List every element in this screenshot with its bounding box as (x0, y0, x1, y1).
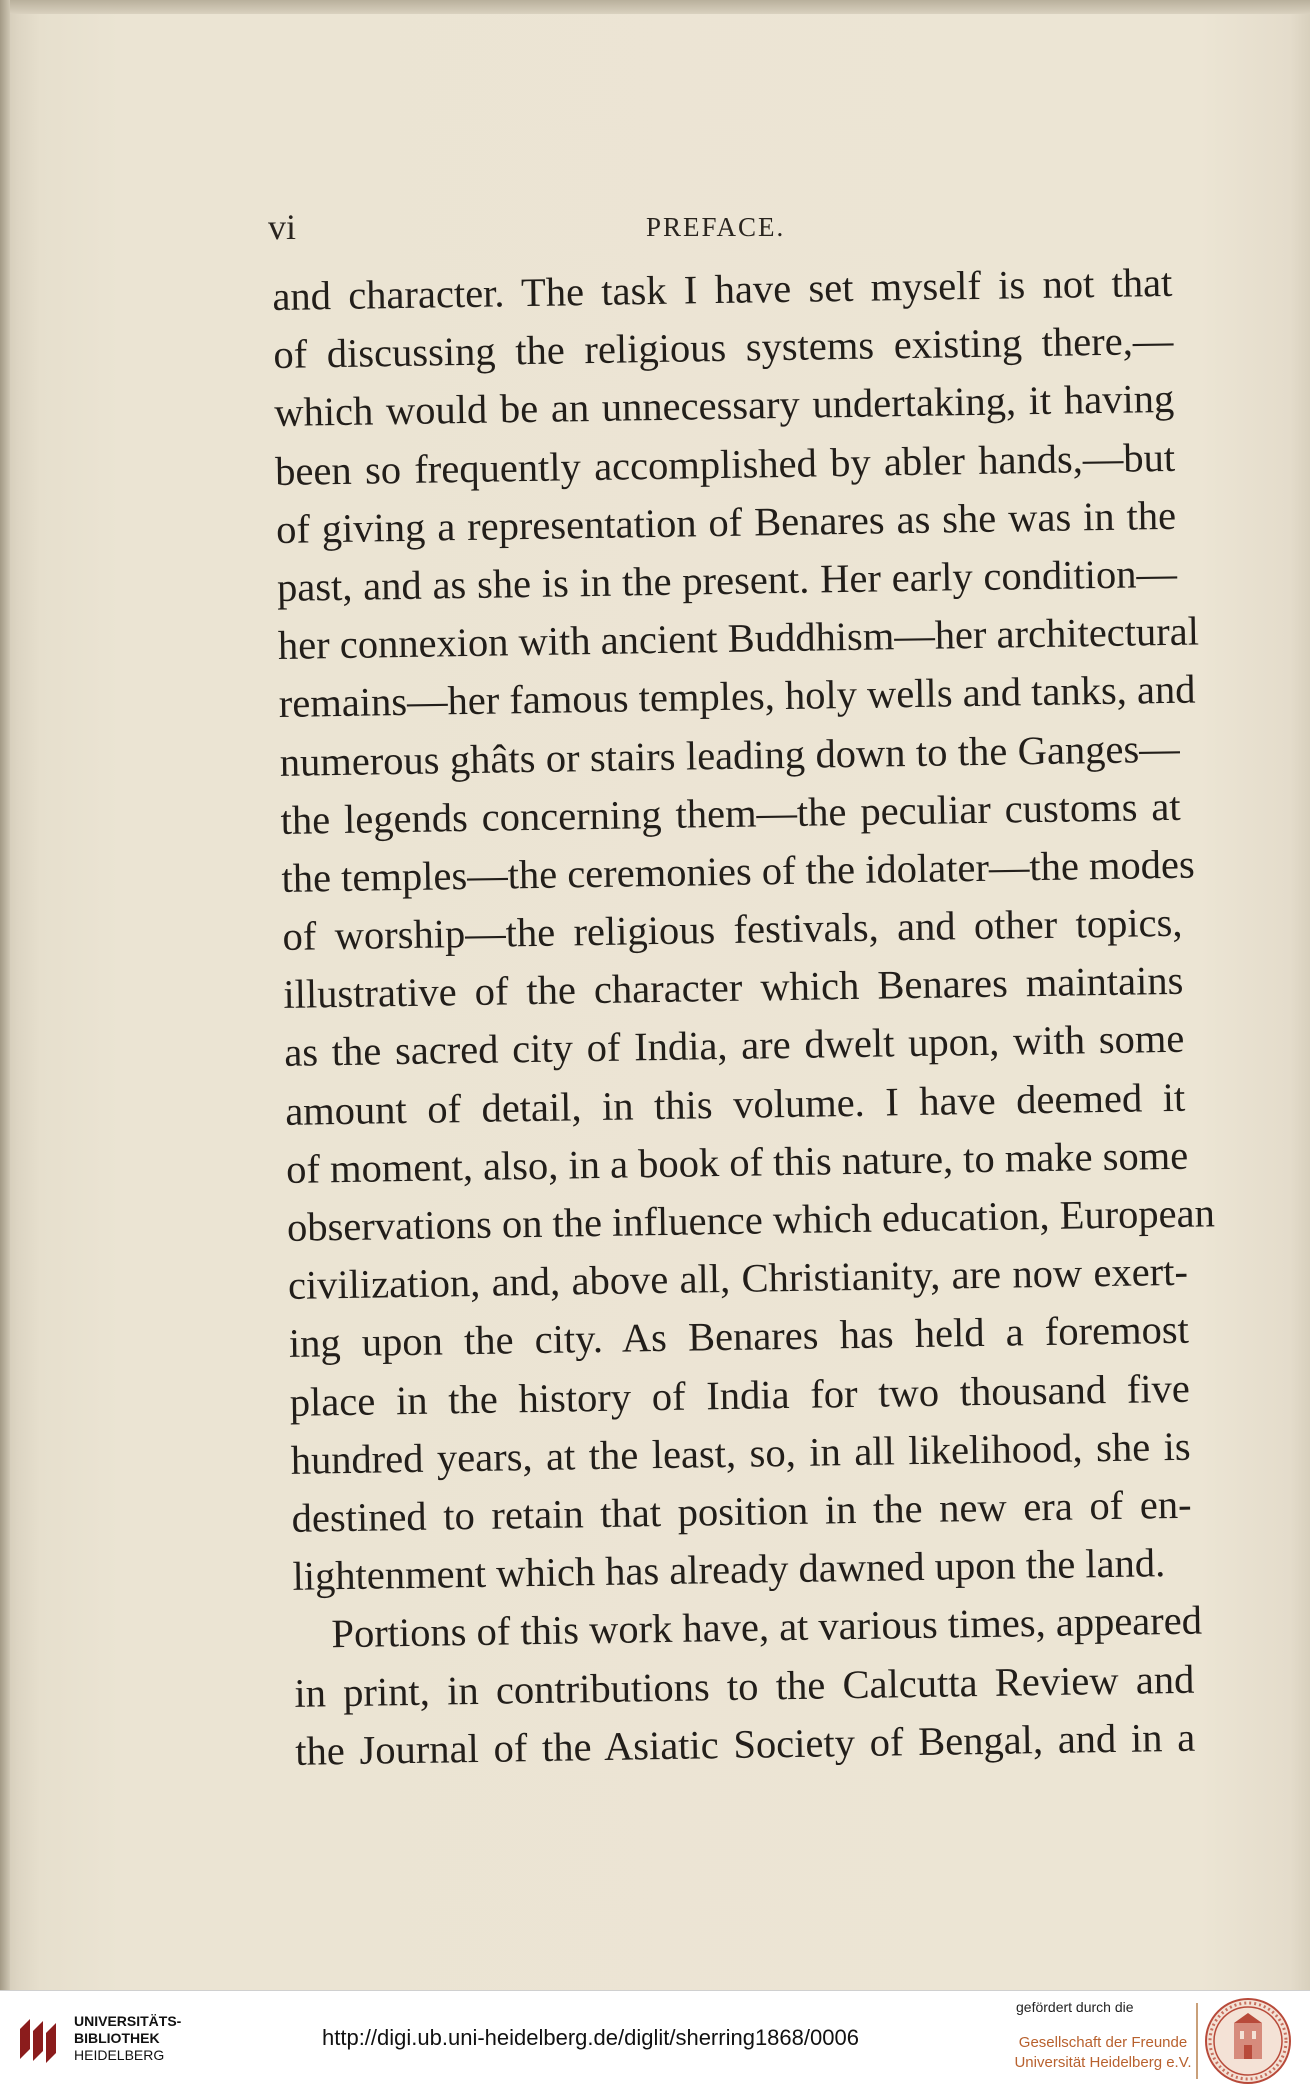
page-header (268, 206, 1168, 246)
page-binding-edge (0, 0, 10, 1990)
society-name (1014, 2033, 1192, 2073)
text-line: numerous ghâts or stairs leading down to the Ganges— (279, 725, 1181, 785)
running-head: PREFACE. (646, 212, 786, 242)
text-line: of worship—the religious festivals, and other topics, (282, 899, 1183, 959)
text-line: amount of detail, in this volume. I have deemed it (284, 1074, 1186, 1134)
text-line: destined to retain that position in the new era of en- (291, 1481, 1192, 1541)
text-line: civilization, and, above all, Christianity, are now exert- (287, 1248, 1189, 1309)
library-name-line: BIBLIOTHEK (74, 2030, 160, 2046)
permalink-url[interactable]: http://digi.ub.uni-heidelberg.de/diglit/sherring1868/0006 (322, 2025, 859, 2050)
library-name-line: UNIVERSITÄTS- (74, 2013, 182, 2029)
text-line: the legends concerning them—the peculiar customs at (280, 783, 1181, 843)
text-line: the temples—the ceremonies of the idolater—the modes (281, 841, 1196, 901)
digitization-footer (0, 1990, 1310, 2088)
university-library-logo-icon (16, 2015, 60, 2067)
text-line: the Journal of the Asiatic Society of Bengal, and in a (294, 1714, 1196, 1774)
text-line: Portions of this work have, at various times, appeared (331, 1597, 1203, 1657)
text-line: observations on the influence which education, European (286, 1190, 1216, 1250)
text-line: ing upon the city. As Benares has held a foremost (288, 1307, 1190, 1367)
text-line: lightenment which has already dawned upon the land. (292, 1540, 1166, 1599)
page-top-edge (0, 0, 1310, 14)
text-line: hundred years, at the least, so, in all likelihood, she is (290, 1423, 1191, 1483)
library-name-line: HEIDELBERG (74, 2047, 165, 2063)
supported-by-label: gefördert durch die (1016, 1999, 1134, 2015)
text-line: remains—her famous temples, holy wells and tanks, and (278, 666, 1196, 727)
page-number: vi (268, 207, 297, 247)
text-line: of moment, also, in a book of this nature, to make some (285, 1132, 1189, 1192)
text-line: place in the history of India for two thousand five (289, 1365, 1191, 1425)
text-line: and character. The task I have set myself is not that (272, 259, 1173, 319)
university-seal-icon (1204, 1997, 1292, 2085)
society-name-line: Gesellschaft der Freunde (1018, 2034, 1188, 2051)
text-line: of giving a representation of Benares as she was in the (275, 492, 1177, 552)
text-line: past, and as she is in the present. Her early condition— (276, 550, 1178, 610)
text-line: as the sacred city of India, are dwelt upon, with some (283, 1016, 1185, 1076)
text-line: of discussing the religious systems existing there,— (273, 318, 1174, 378)
text-line: illustrative of the character which Benares maintains (283, 958, 1184, 1018)
library-name (74, 2013, 181, 2064)
text-line: in print, in contributions to the Calcutta Review and (294, 1656, 1195, 1716)
society-name-line: Universität Heidelberg e.V. (1014, 2054, 1192, 2071)
footer-divider (1196, 2003, 1198, 2079)
text-line: her connexion with ancient Buddhism—her architectural (277, 608, 1200, 669)
body-text (272, 254, 1216, 1781)
text-line: which would be an unnecessary undertaking, it having (273, 376, 1175, 436)
text-line: been so frequently accomplished by abler hands,—but (274, 434, 1176, 494)
